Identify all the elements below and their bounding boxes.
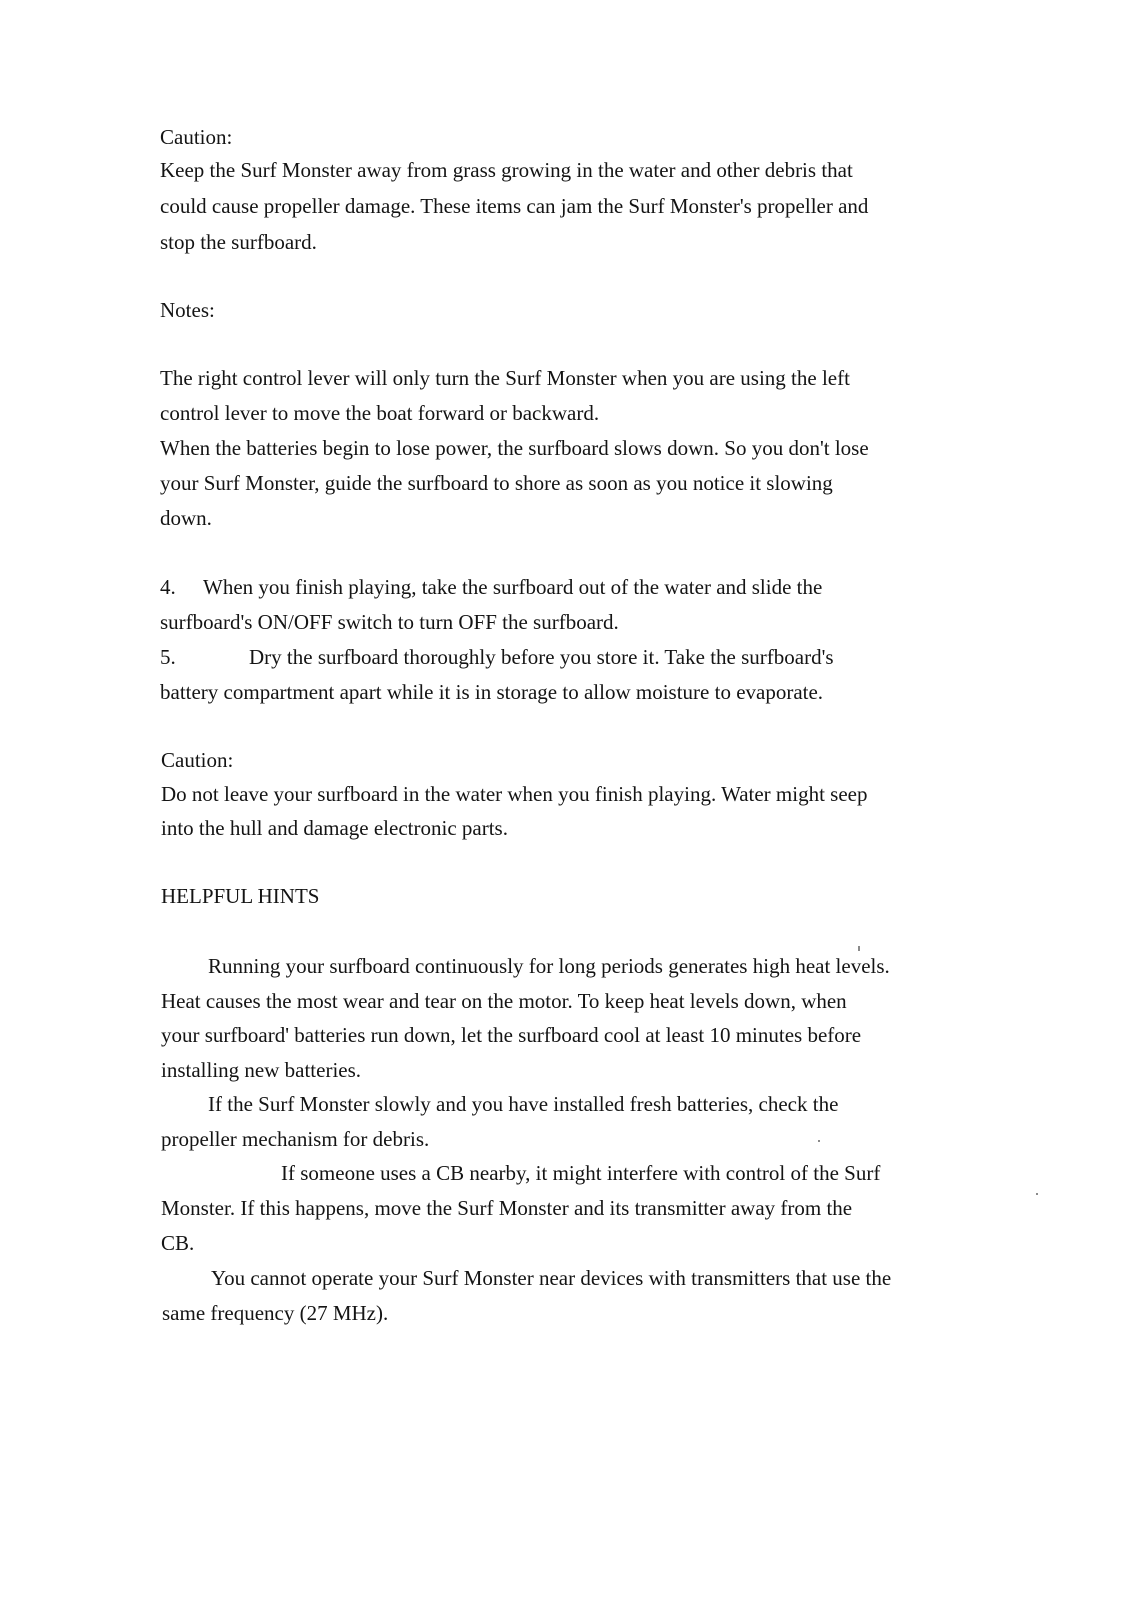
step-number: 4. — [160, 575, 176, 599]
hint-text-line: Heat causes the most wear and tear on the motor. To keep heat levels down, when — [161, 989, 847, 1013]
hint-text-line: installing new batteries. — [161, 1058, 362, 1082]
notes-text-line: your Surf Monster, guide the surfboard to shore as soon as you notice it slowing — [160, 471, 833, 495]
hint-text-line: Monster. If this happens, move the Surf Monster and its transmitter away from the — [161, 1196, 853, 1220]
caution-heading: Caution: — [161, 748, 234, 772]
step-text: When you finish playing, take the surfboard out of the water and slide the — [203, 575, 823, 599]
scan-speck — [818, 1140, 820, 1142]
hint-text-line: If someone uses a CB nearby, it might interfere with control of the Surf — [281, 1161, 881, 1185]
notes-text-line: When the batteries begin to lose power, the surfboard slows down. So you don't lose — [160, 436, 869, 460]
caution-text-line: stop the surfboard. — [160, 230, 317, 254]
step-4-continuation: surfboard's ON/OFF switch to turn OFF the surfboard. — [160, 610, 619, 634]
hint-text-line: propeller mechanism for debris. — [161, 1127, 430, 1151]
hint-text-line: CB. — [161, 1231, 195, 1255]
caution-text-line: could cause propeller damage. These items can jam the Surf Monster's propeller and — [160, 194, 869, 218]
hint-text-line: Running your surfboard continuously for long periods generates high heat levels. — [208, 954, 890, 978]
scan-speck — [858, 946, 860, 951]
step-5-continuation: battery compartment apart while it is in storage to allow moisture to evaporate. — [160, 680, 824, 704]
notes-text-line: control lever to move the boat forward or backward. — [160, 401, 600, 425]
caution-heading: Caution: — [160, 125, 233, 149]
step-5 — [160, 644, 834, 670]
scan-speck — [1036, 1193, 1038, 1195]
notes-text-line: down. — [160, 506, 212, 530]
hint-text-line: same frequency (27 MHz). — [162, 1301, 389, 1325]
notes-heading: Notes: — [160, 298, 215, 322]
hint-text-line: your surfboard' batteries run down, let the surfboard cool at least 10 minutes before — [161, 1023, 862, 1047]
hint-text-line: You cannot operate your Surf Monster near devices with transmitters that use the — [211, 1266, 892, 1290]
hints-heading: HELPFUL HINTS — [161, 884, 320, 908]
notes-text-line: The right control lever will only turn the Surf Monster when you are using the left — [160, 366, 850, 390]
step-text: Dry the surfboard thoroughly before you store it. Take the surfboard's — [249, 645, 834, 669]
caution-text-line: into the hull and damage electronic parts. — [161, 816, 508, 840]
step-4 — [160, 574, 822, 600]
caution-text-line: Keep the Surf Monster away from grass growing in the water and other debris that — [160, 158, 853, 182]
step-number: 5. — [160, 645, 176, 669]
hint-text-line: If the Surf Monster slowly and you have installed fresh batteries, check the — [208, 1092, 839, 1116]
caution-text-line: Do not leave your surfboard in the water when you finish playing. Water might seep — [161, 782, 868, 806]
